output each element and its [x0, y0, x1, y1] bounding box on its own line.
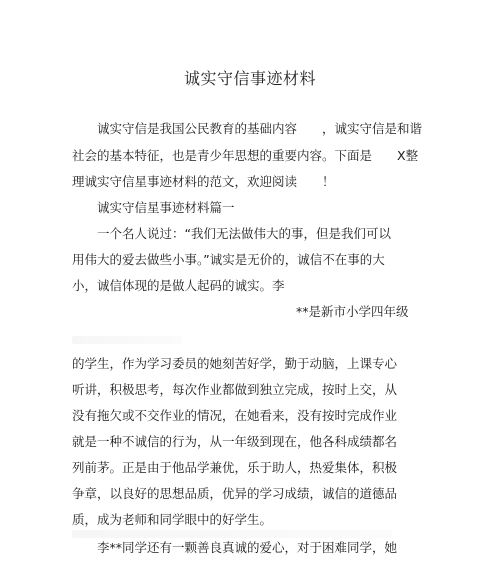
paragraph-line: 用伟大的爱去做些小事。”诚实是无价的，诚信不在事的大	[72, 252, 385, 267]
faint-text-artifact	[72, 336, 182, 344]
paragraph-line: 听讲，积极思考，每次作业都做到独立完成，按时上交，从	[72, 382, 398, 397]
paragraph-line: 李**同学还有一颗善良真诚的爱心，对于困难同学，她	[97, 540, 398, 555]
document-title: 诚实守信事迹材料	[183, 69, 316, 88]
paragraph-line: 理诚实守信星事迹材料的范文，欢迎阅读 ！	[72, 174, 335, 189]
paragraph-line: 就是一种不诚信的行为，从一年级到现在，他各科成绩都名	[72, 434, 398, 449]
paragraph-line: 诚实守信是我国公民教育的基础内容 ，诚实守信是和谐	[97, 121, 423, 136]
section-heading: 诚实守信星事迹材料篇一	[97, 200, 235, 215]
paragraph-line: 的学生，作为学习委员的她刻苦好学，勤于动脑，上课专心	[72, 356, 398, 371]
paragraph-line: 争章，以良好的思想品质，优异的学习成绩，诚信的道德品	[72, 486, 398, 501]
paragraph-line: 没有拖欠或不交作业的情况，在她看来，没有按时完成作业	[72, 408, 398, 423]
paragraph-line: 小，诚信体现的是做人起码的诚实。李	[72, 278, 285, 293]
paragraph-line: 一个名人说过：“我们无法做伟大的事，但是我们可以	[97, 226, 391, 241]
paragraph-line: **是新市小学四年级	[296, 304, 409, 319]
paragraph-line: 列前茅。正是由于他品学兼优，乐于助人，热爱集体，积极	[72, 460, 398, 475]
paragraph-line: 社会的基本特征，也是青少年思想的重要内容。下面是 X整	[72, 148, 419, 163]
faint-text-artifact	[72, 530, 392, 538]
paragraph-line: 质，成为老师和同学眼中的好学生。	[72, 512, 273, 527]
